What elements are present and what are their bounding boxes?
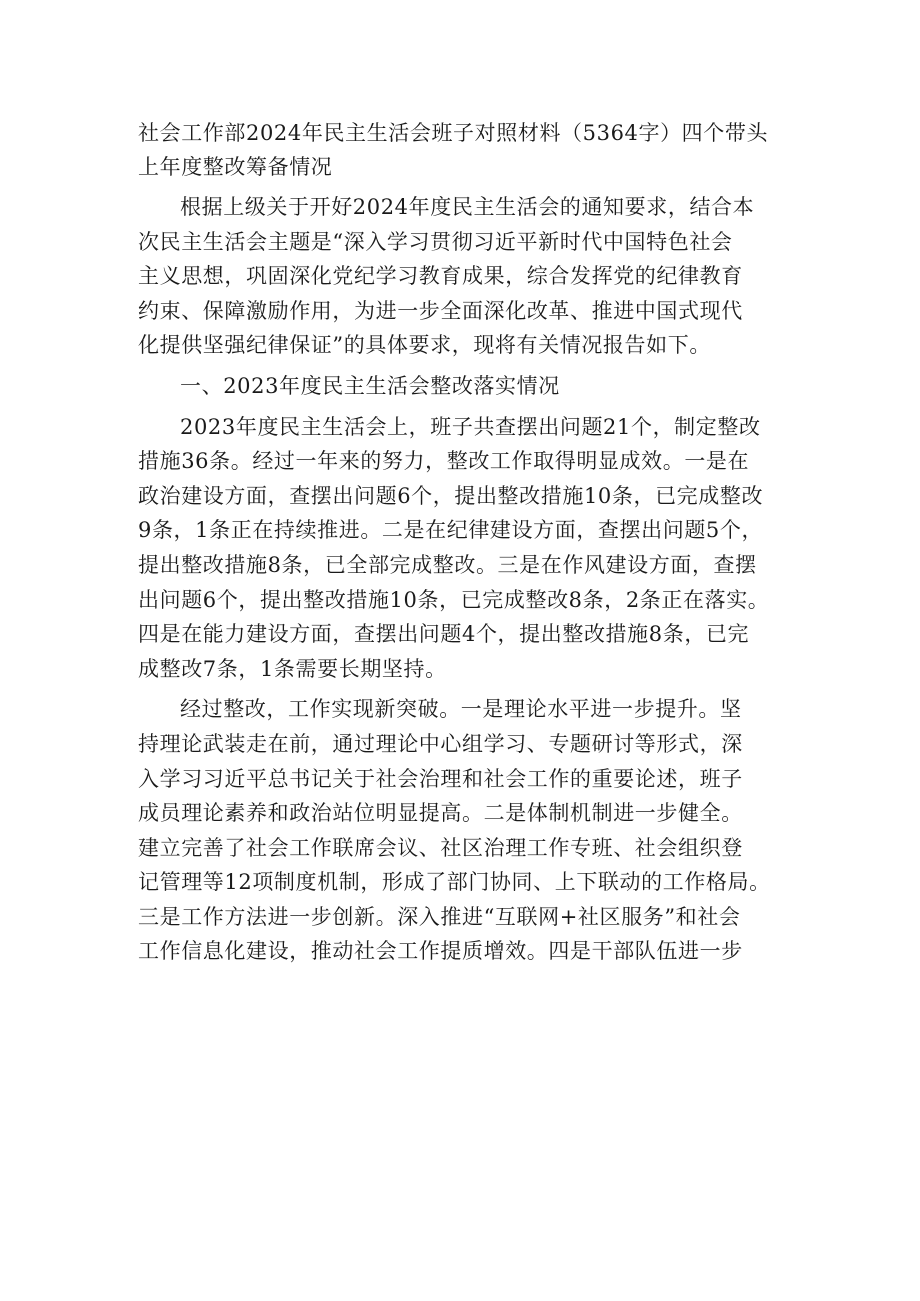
text-line: 成员理论素养和政治站位明显提高。二是体制机制进一步健全。 [138, 801, 743, 826]
text-line: 成整改7条，1条需要长期坚持。 [138, 656, 447, 681]
text-line: 政治建设方面，查摆出问题6个，提出整改措施10条，已完成整改 [138, 483, 764, 508]
text-line: 出问题6个，提出整改措施10条，已完成整改8条，2条正在落实。 [138, 587, 770, 612]
title-line: 上年度整改筹备情况 [138, 155, 333, 179]
text-line: 工作信息化建设，推动社会工作提质增效。四是干部队伍进一步 [138, 939, 743, 964]
text-line: 建立完善了社会工作联席会议、社区治理工作专班、社会组织登 [138, 835, 743, 860]
text-line: 记管理等12项制度机制，形成了部门协同、上下联动的工作格局。 [138, 870, 771, 895]
text-line: 次民主生活会主题是“深入学习贯彻习近平新时代中国特色社会 [138, 229, 733, 254]
text-line: 9条，1条正在持续推进。二是在纪律建设方面，查摆出问题5个， [138, 518, 764, 543]
document-page [138, 116, 788, 969]
paragraph-intro [138, 190, 788, 363]
text-line: 2023年度民主生活会上，班子共查摆出问题21个，制定整改 [180, 414, 761, 439]
text-line: 持理论武装走在前，通过理论中心组学习、专题研讨等形式，深 [138, 731, 743, 756]
text-line: 主义思想，巩固深化党纪学习教育成果，综合发挥党的纪律教育 [138, 264, 743, 289]
title-line: 社会工作部2024年民主生活会班子对照材料（5364字）四个带头 [138, 121, 769, 145]
text-line: 经过整改，工作实现新突破。一是理论水平进一步提升。坚 [180, 697, 742, 722]
text-line: 三是工作方法进一步创新。深入推进“互联网+社区服务”和社会 [138, 904, 741, 929]
text-line: 约束、保障激励作用，为进一步全面深化改革、推进中国式现代 [138, 298, 743, 323]
section-heading [138, 369, 788, 404]
text-line: 提出整改措施8条，已全部完成整改。三是在作风建设方面，查摆 [138, 552, 757, 577]
text-line: 一、2023年度民主生活会整改落实情况 [180, 373, 560, 398]
text-line: 入学习习近平总书记关于社会治理和社会工作的重要论述，班子 [138, 766, 743, 791]
paragraph-rectification-summary [138, 410, 788, 687]
document-title [138, 116, 788, 184]
paragraph-breakthroughs [138, 692, 788, 969]
text-line: 四是在能力建设方面，查摆出问题4个，提出整改措施8条，已完 [138, 622, 750, 647]
text-line: 根据上级关于开好2024年度民主生活会的通知要求，结合本 [180, 195, 755, 219]
text-line: 化提供坚强纪律保证”的具体要求，现将有关情况报告如下。 [138, 333, 711, 358]
text-line: 措施36条。经过一年来的努力，整改工作取得明显成效。一是在 [138, 449, 750, 474]
